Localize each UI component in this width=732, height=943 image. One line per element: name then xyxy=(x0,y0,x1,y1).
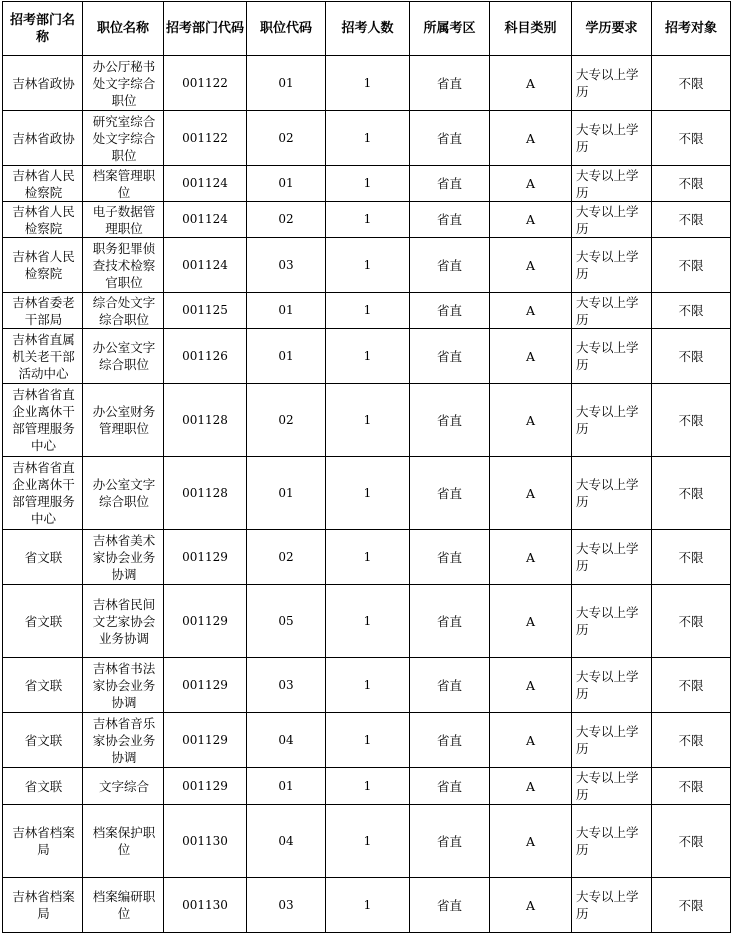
position-name-cell: 研究室综合处文字综合职位 xyxy=(83,111,164,166)
dept-name-cell: 吉林省人民检察院 xyxy=(3,166,83,202)
exam-area-cell: 省直 xyxy=(410,585,490,658)
headcount-cell: 1 xyxy=(326,202,410,238)
target-group-cell: 不限 xyxy=(652,878,731,933)
headcount-cell: 1 xyxy=(326,713,410,768)
target-group-cell: 不限 xyxy=(652,457,731,530)
education-cell: 大专以上学历 xyxy=(572,768,652,805)
exam-area-cell: 省直 xyxy=(410,384,490,457)
education-cell: 大专以上学历 xyxy=(572,585,652,658)
dept-name-cell: 吉林省省直企业离休干部管理服务中心 xyxy=(3,384,83,457)
table-row xyxy=(3,166,731,202)
exam-area-cell: 省直 xyxy=(410,293,490,329)
table-row xyxy=(3,293,731,329)
table-body xyxy=(3,56,731,933)
position-code-cell: 04 xyxy=(247,713,326,768)
table-row xyxy=(3,457,731,530)
table-row xyxy=(3,585,731,658)
subject-category-cell: A xyxy=(490,585,572,658)
table-row xyxy=(3,530,731,585)
position-code-cell: 02 xyxy=(247,384,326,457)
education-cell: 大专以上学历 xyxy=(572,878,652,933)
position-code-cell: 03 xyxy=(247,658,326,713)
position-name-cell: 办公厅秘书处文字综合职位 xyxy=(83,56,164,111)
position-name-cell: 档案管理职位 xyxy=(83,166,164,202)
target-group-cell: 不限 xyxy=(652,713,731,768)
dept-code-cell: 001124 xyxy=(164,166,247,202)
position-name-cell: 档案编研职位 xyxy=(83,878,164,933)
position-code-cell: 04 xyxy=(247,805,326,878)
subject-category-cell: A xyxy=(490,768,572,805)
subject-category-cell: A xyxy=(490,805,572,878)
education-cell: 大专以上学历 xyxy=(572,805,652,878)
exam-area-cell: 省直 xyxy=(410,878,490,933)
header-cell: 招考部门代码 xyxy=(164,2,247,56)
dept-code-cell: 001128 xyxy=(164,457,247,530)
position-name-cell: 综合处文字综合职位 xyxy=(83,293,164,329)
dept-name-cell: 吉林省委老干部局 xyxy=(3,293,83,329)
table-row xyxy=(3,111,731,166)
subject-category-cell: A xyxy=(490,329,572,384)
headcount-cell: 1 xyxy=(326,329,410,384)
header-cell: 招考人数 xyxy=(326,2,410,56)
subject-category-cell: A xyxy=(490,713,572,768)
dept-name-cell: 省文联 xyxy=(3,585,83,658)
table-row xyxy=(3,384,731,457)
headcount-cell: 1 xyxy=(326,658,410,713)
position-name-cell: 吉林省音乐家协会业务协调 xyxy=(83,713,164,768)
target-group-cell: 不限 xyxy=(652,329,731,384)
headcount-cell: 1 xyxy=(326,768,410,805)
education-cell: 大专以上学历 xyxy=(572,329,652,384)
dept-code-cell: 001129 xyxy=(164,768,247,805)
table-row xyxy=(3,713,731,768)
education-cell: 大专以上学历 xyxy=(572,293,652,329)
position-name-cell: 职务犯罪侦查技术检察官职位 xyxy=(83,238,164,293)
education-cell: 大专以上学历 xyxy=(572,202,652,238)
dept-name-cell: 吉林省档案局 xyxy=(3,805,83,878)
header-cell: 职位名称 xyxy=(83,2,164,56)
headcount-cell: 1 xyxy=(326,878,410,933)
education-cell: 大专以上学历 xyxy=(572,238,652,293)
education-cell: 大专以上学历 xyxy=(572,384,652,457)
position-code-cell: 02 xyxy=(247,111,326,166)
headcount-cell: 1 xyxy=(326,56,410,111)
education-cell: 大专以上学历 xyxy=(572,530,652,585)
dept-code-cell: 001128 xyxy=(164,384,247,457)
target-group-cell: 不限 xyxy=(652,111,731,166)
target-group-cell: 不限 xyxy=(652,530,731,585)
dept-code-cell: 001129 xyxy=(164,585,247,658)
dept-name-cell: 吉林省人民检察院 xyxy=(3,202,83,238)
target-group-cell: 不限 xyxy=(652,585,731,658)
exam-area-cell: 省直 xyxy=(410,166,490,202)
position-name-cell: 吉林省民间文艺家协会业务协调 xyxy=(83,585,164,658)
table-row xyxy=(3,56,731,111)
dept-name-cell: 省文联 xyxy=(3,530,83,585)
dept-code-cell: 001125 xyxy=(164,293,247,329)
target-group-cell: 不限 xyxy=(652,658,731,713)
education-cell: 大专以上学历 xyxy=(572,111,652,166)
exam-area-cell: 省直 xyxy=(410,111,490,166)
target-group-cell: 不限 xyxy=(652,238,731,293)
headcount-cell: 1 xyxy=(326,111,410,166)
table-row xyxy=(3,658,731,713)
header-cell: 学历要求 xyxy=(572,2,652,56)
target-group-cell: 不限 xyxy=(652,768,731,805)
dept-code-cell: 001124 xyxy=(164,202,247,238)
dept-name-cell: 吉林省政协 xyxy=(3,111,83,166)
exam-area-cell: 省直 xyxy=(410,713,490,768)
headcount-cell: 1 xyxy=(326,293,410,329)
position-code-cell: 05 xyxy=(247,585,326,658)
headcount-cell: 1 xyxy=(326,530,410,585)
subject-category-cell: A xyxy=(490,293,572,329)
exam-area-cell: 省直 xyxy=(410,768,490,805)
subject-category-cell: A xyxy=(490,658,572,713)
dept-code-cell: 001130 xyxy=(164,878,247,933)
exam-area-cell: 省直 xyxy=(410,457,490,530)
dept-code-cell: 001122 xyxy=(164,111,247,166)
education-cell: 大专以上学历 xyxy=(572,56,652,111)
position-name-cell: 吉林省书法家协会业务协调 xyxy=(83,658,164,713)
position-code-cell: 02 xyxy=(247,202,326,238)
target-group-cell: 不限 xyxy=(652,805,731,878)
dept-code-cell: 001129 xyxy=(164,658,247,713)
exam-area-cell: 省直 xyxy=(410,202,490,238)
subject-category-cell: A xyxy=(490,111,572,166)
dept-name-cell: 省文联 xyxy=(3,768,83,805)
dept-name-cell: 吉林省人民检察院 xyxy=(3,238,83,293)
position-code-cell: 03 xyxy=(247,238,326,293)
headcount-cell: 1 xyxy=(326,238,410,293)
target-group-cell: 不限 xyxy=(652,56,731,111)
headcount-cell: 1 xyxy=(326,384,410,457)
education-cell: 大专以上学历 xyxy=(572,713,652,768)
headcount-cell: 1 xyxy=(326,585,410,658)
dept-name-cell: 省文联 xyxy=(3,713,83,768)
exam-area-cell: 省直 xyxy=(410,238,490,293)
position-code-cell: 01 xyxy=(247,768,326,805)
position-code-cell: 01 xyxy=(247,457,326,530)
subject-category-cell: A xyxy=(490,56,572,111)
education-cell: 大专以上学历 xyxy=(572,457,652,530)
position-code-cell: 02 xyxy=(247,530,326,585)
table-row xyxy=(3,768,731,805)
position-name-cell: 办公室文字综合职位 xyxy=(83,457,164,530)
position-name-cell: 办公室财务管理职位 xyxy=(83,384,164,457)
dept-code-cell: 001124 xyxy=(164,238,247,293)
header-row xyxy=(3,2,731,56)
exam-area-cell: 省直 xyxy=(410,56,490,111)
header-cell: 招考对象 xyxy=(652,2,731,56)
subject-category-cell: A xyxy=(490,238,572,293)
education-cell: 大专以上学历 xyxy=(572,658,652,713)
position-name-cell: 电子数据管理职位 xyxy=(83,202,164,238)
table-row xyxy=(3,878,731,933)
target-group-cell: 不限 xyxy=(652,293,731,329)
subject-category-cell: A xyxy=(490,530,572,585)
dept-code-cell: 001129 xyxy=(164,713,247,768)
table-row xyxy=(3,329,731,384)
dept-name-cell: 省文联 xyxy=(3,658,83,713)
target-group-cell: 不限 xyxy=(652,202,731,238)
position-name-cell: 档案保护职位 xyxy=(83,805,164,878)
dept-code-cell: 001129 xyxy=(164,530,247,585)
dept-name-cell: 吉林省档案局 xyxy=(3,878,83,933)
table-row xyxy=(3,238,731,293)
target-group-cell: 不限 xyxy=(652,384,731,457)
position-name-cell: 吉林省美术家协会业务协调 xyxy=(83,530,164,585)
header-cell: 职位代码 xyxy=(247,2,326,56)
exam-area-cell: 省直 xyxy=(410,530,490,585)
subject-category-cell: A xyxy=(490,878,572,933)
target-group-cell: 不限 xyxy=(652,166,731,202)
dept-code-cell: 001122 xyxy=(164,56,247,111)
headcount-cell: 1 xyxy=(326,166,410,202)
headcount-cell: 1 xyxy=(326,457,410,530)
subject-category-cell: A xyxy=(490,202,572,238)
table-row xyxy=(3,202,731,238)
table-row xyxy=(3,805,731,878)
position-name-cell: 文字综合 xyxy=(83,768,164,805)
dept-code-cell: 001130 xyxy=(164,805,247,878)
subject-category-cell: A xyxy=(490,457,572,530)
exam-area-cell: 省直 xyxy=(410,658,490,713)
education-cell: 大专以上学历 xyxy=(572,166,652,202)
position-code-cell: 01 xyxy=(247,293,326,329)
position-code-cell: 03 xyxy=(247,878,326,933)
dept-name-cell: 吉林省直属机关老干部活动中心 xyxy=(3,329,83,384)
header-cell: 所属考区 xyxy=(410,2,490,56)
exam-area-cell: 省直 xyxy=(410,805,490,878)
recruitment-table xyxy=(2,1,731,933)
dept-code-cell: 001126 xyxy=(164,329,247,384)
dept-name-cell: 吉林省省直企业离休干部管理服务中心 xyxy=(3,457,83,530)
position-code-cell: 01 xyxy=(247,166,326,202)
position-code-cell: 01 xyxy=(247,329,326,384)
dept-name-cell: 吉林省政协 xyxy=(3,56,83,111)
header-cell: 招考部门名称 xyxy=(3,2,83,56)
header-cell: 科目类别 xyxy=(490,2,572,56)
subject-category-cell: A xyxy=(490,166,572,202)
headcount-cell: 1 xyxy=(326,805,410,878)
subject-category-cell: A xyxy=(490,384,572,457)
position-name-cell: 办公室文字综合职位 xyxy=(83,329,164,384)
position-code-cell: 01 xyxy=(247,56,326,111)
exam-area-cell: 省直 xyxy=(410,329,490,384)
